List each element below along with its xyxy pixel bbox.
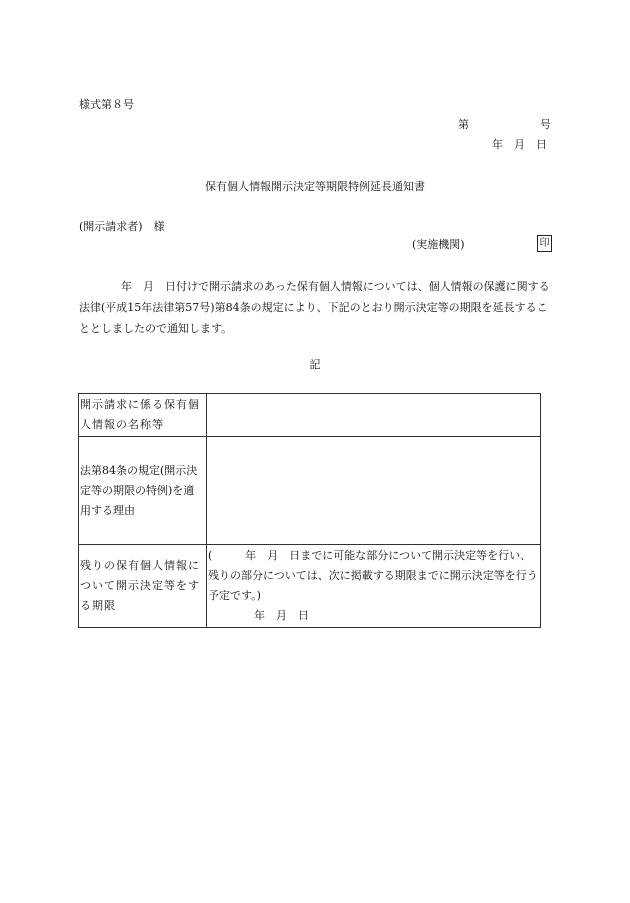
row-label-reason: 法第84条の規定(開示決定等の期限の特例)を適用する理由 (79, 437, 207, 545)
table-row (79, 394, 541, 437)
row-value-info-name (207, 394, 541, 437)
issue-date: 年 月 日 (492, 138, 547, 151)
body-text: 年 月 日付けで開示請求のあった保有個人情報については、個人情報の保護に関する法律(平成15年法律第57号)第84条の規定により、下記のとおり開示決定等の期限を延長することとしましたので通知します。 (79, 280, 550, 335)
table-row (79, 545, 541, 628)
implementing-institution: (実施機関) (412, 238, 465, 251)
row-value-deadline (207, 545, 541, 628)
ki-heading: 記 (309, 358, 321, 371)
row-label-info-name: 開示請求に係る保有個人情報の名称等 (79, 394, 207, 437)
document-number-prefix: 第 (458, 118, 469, 131)
table-row (79, 437, 541, 545)
deadline-date: 年 月 日 (254, 609, 309, 622)
row-value-reason (207, 437, 541, 545)
deadline-note: ( 年 月 日までに可能な部分について開示決定等を行い、残りの部分については、次に掲載する期限までに開示決定等を行う予定です。) (208, 549, 538, 602)
form-number: 様式第８号 (79, 98, 134, 111)
details-table (78, 393, 541, 628)
document-number-suffix: 号 (540, 118, 551, 131)
addressee: (開示請求者) 様 (79, 220, 165, 233)
document-title: 保有個人情報開示決定等期限特例延長通知書 (205, 180, 425, 193)
seal-mark: 印 (537, 235, 552, 252)
row-label-deadline: 残りの保有個人情報について開示決定等をする期限 (79, 545, 207, 628)
